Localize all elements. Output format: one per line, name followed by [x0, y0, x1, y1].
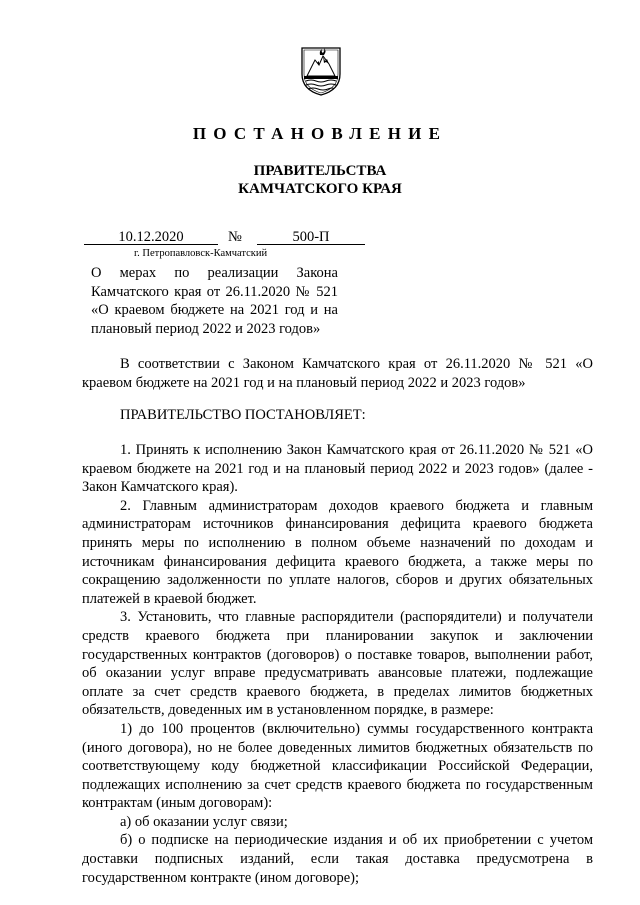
- paragraph-3-1-b: б) о подписке на периодические издания и об их приобретении с учетом доставки подписных изданий, если такая доставка предусмотрена в государственном контракте (ином договоре);: [82, 832, 593, 886]
- decree-statement: [82, 406, 593, 425]
- document-subject: [91, 264, 338, 338]
- issuing-authority-line-2: КАМЧАТСКОГО КРАЯ: [238, 181, 402, 197]
- preamble-paragraph: В соответствии с Законом Камчатского края от 26.11.2020 № 521 «О краевом бюджете на 2021 год и на плановый период 2022 и 2023 годов»: [82, 356, 593, 391]
- date-underline: [84, 244, 218, 245]
- issuing-authority-line-1: ПРАВИТЕЛЬСТВА: [253, 163, 387, 179]
- paragraph-3-1-a: а) об оказании услуг связи;: [120, 813, 288, 830]
- number-underline: [257, 244, 365, 245]
- paragraph-2: 2. Главным администраторам доходов краевого бюджета и главным администраторам источников финансирования дефицита краевого бюджета принять меры по исполнению в полном объеме назначений по доходам и источникам финансирования дефицита краевого бюджета, а также меры по сокращению задолженности по уплате налогов, сборов и других обязательных платежей в краевой бюджет.: [82, 497, 593, 607]
- decree-heading: ПРАВИТЕЛЬСТВО ПОСТАНОВЛЯЕТ:: [120, 407, 366, 423]
- subject-line-3: «О краевом бюджете на 2021 год и на: [91, 302, 338, 318]
- issuing-authority: [0, 162, 640, 198]
- resolution-text: [82, 441, 593, 887]
- subject-line-1: О мерах по реализации Закона: [91, 265, 338, 281]
- preamble: [82, 355, 593, 392]
- number-sign: №: [228, 229, 242, 245]
- paragraph-1: 1. Принять к исполнению Закон Камчатского края от 26.11.2020 № 521 «О краевом бюджете на 2021 год и на плановый период 2022 и 2023 годов» (далее - Закон Камчатского края).: [82, 442, 593, 496]
- kamchatka-coat-of-arms-icon: [299, 44, 343, 96]
- document-type-title: ПОСТАНОВЛЕНИЕ: [192, 124, 448, 143]
- document-date: 10.12.2020: [118, 229, 184, 245]
- document-number: 500-П: [292, 229, 330, 245]
- paragraph-3-1: 1) до 100 процентов (включительно) суммы государственного контракта (иного договора), но не более доведенных лимитов бюджетных обязательств по соответствующему коду бюджетной классификации Российской Федерации, подлежащих исполнению за счет средств краевого бюджета по государственным контрактам (иным договорам):: [82, 720, 593, 812]
- paragraph-3: 3. Установить, что главные распорядители (распорядители) и получатели средств краевого бюджета при планировании закупок и заключении государственных контрактов (договоров) о поставке товаров, выполнении работ, об оказании услуг вправе предусматривать авансовые платежи, подлежащие оплате за счет средств краевого бюджета, в пределах лимитов бюджетных обязательств, доведенных им в установленном порядке, в размере:: [82, 609, 593, 719]
- subject-line-4: плановый период 2022 и 2023 годов»: [91, 320, 321, 337]
- subject-line-2: Камчатского края от 26.11.2020 № 521: [91, 283, 338, 300]
- issue-place: г. Петропавловск-Камчатский: [134, 248, 268, 259]
